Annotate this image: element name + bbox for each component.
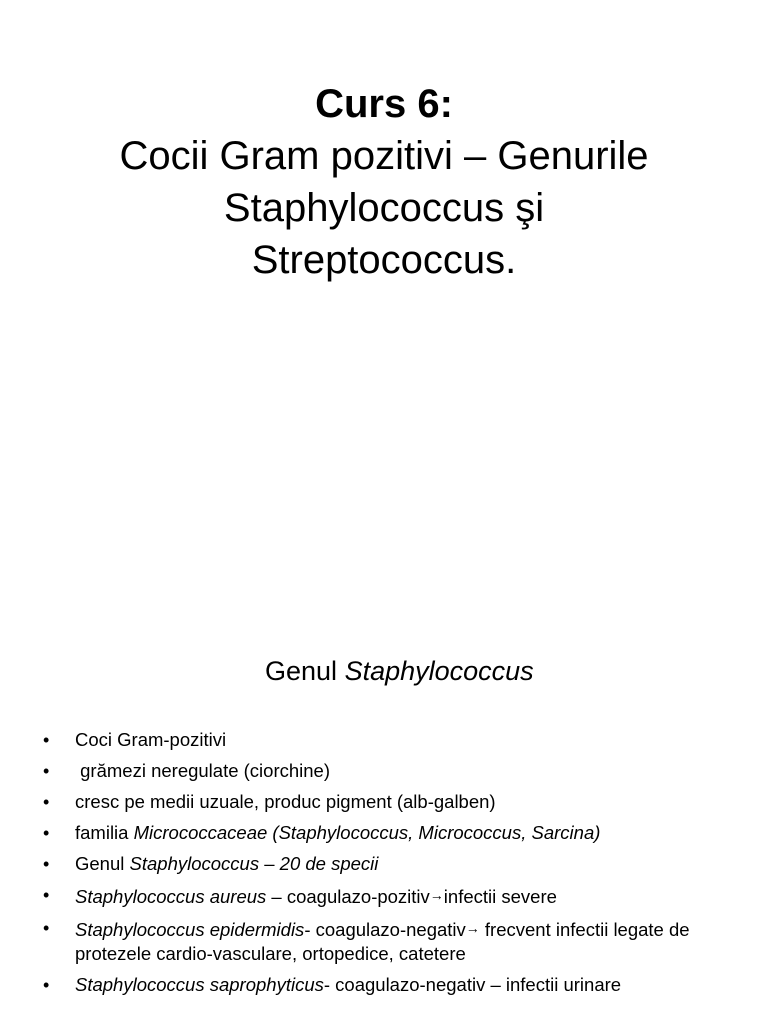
species-name: Staphylococcus aureus xyxy=(75,886,267,907)
bullet-text: - coagulazo-negativ xyxy=(304,919,466,940)
bullet-text: Genul xyxy=(75,853,130,874)
list-item xyxy=(0,852,768,876)
genus-name: Staphylococcus xyxy=(129,853,260,874)
species-name: Staphylococcus epidermidis xyxy=(75,919,305,940)
list-item xyxy=(0,883,768,909)
title-line-3: Streptococcus. xyxy=(251,238,517,282)
bullet-icon: • xyxy=(43,823,50,843)
slide-subtitle xyxy=(265,654,534,688)
bullet-text: - coagulazo-negativ – infectii urinare xyxy=(323,974,622,995)
bullet-list xyxy=(0,728,768,1004)
slide-staphylococcus xyxy=(0,512,768,1024)
bullet-icon: • xyxy=(43,918,50,938)
bullet-icon: • xyxy=(43,761,50,781)
arrow-right-icon: → xyxy=(429,887,444,903)
slide-title xyxy=(0,78,768,286)
title-line-1: Cocii Gram pozitivi – Genurile xyxy=(119,134,649,178)
list-item xyxy=(0,790,768,814)
bullet-text: – coagulazo-pozitiv xyxy=(266,886,430,907)
list-item xyxy=(0,916,768,966)
arrow-right-icon: → xyxy=(465,920,480,936)
bullet-icon: • xyxy=(43,730,50,750)
course-heading: Curs 6: xyxy=(315,82,453,126)
species-count: 20 de specii xyxy=(279,853,379,874)
subtitle-prefix: Genul xyxy=(265,656,345,686)
bullet-icon: • xyxy=(43,885,50,905)
bullet-icon: • xyxy=(43,854,50,874)
bullet-text: grămezi neregulate (ciorchine) xyxy=(75,760,331,781)
family-name: Micrococcaceae (Staphylococcus, Micrococcus, Sarcina) xyxy=(133,822,601,843)
bullet-text: infectii severe xyxy=(443,886,557,907)
bullet-text: frecvent infectii legate de protezele cardio-vasculare, ortopedice, catetere xyxy=(75,919,695,964)
subtitle-genus: Staphylococcus xyxy=(344,656,534,686)
list-item xyxy=(0,973,768,997)
title-line-2: Staphylococcus şi xyxy=(223,186,545,230)
species-name: Staphylococcus saprophyticus xyxy=(75,974,324,995)
bullet-text: familia xyxy=(75,822,134,843)
bullet-text: cresc pe medii uzuale, produc pigment (alb-galben) xyxy=(75,791,496,812)
bullet-icon: • xyxy=(43,975,50,995)
bullet-text: Coci Gram-pozitivi xyxy=(75,729,227,750)
list-item xyxy=(0,821,768,845)
list-item xyxy=(0,728,768,752)
bullet-icon: • xyxy=(43,792,50,812)
bullet-text: – xyxy=(259,853,280,874)
list-item xyxy=(0,759,768,783)
